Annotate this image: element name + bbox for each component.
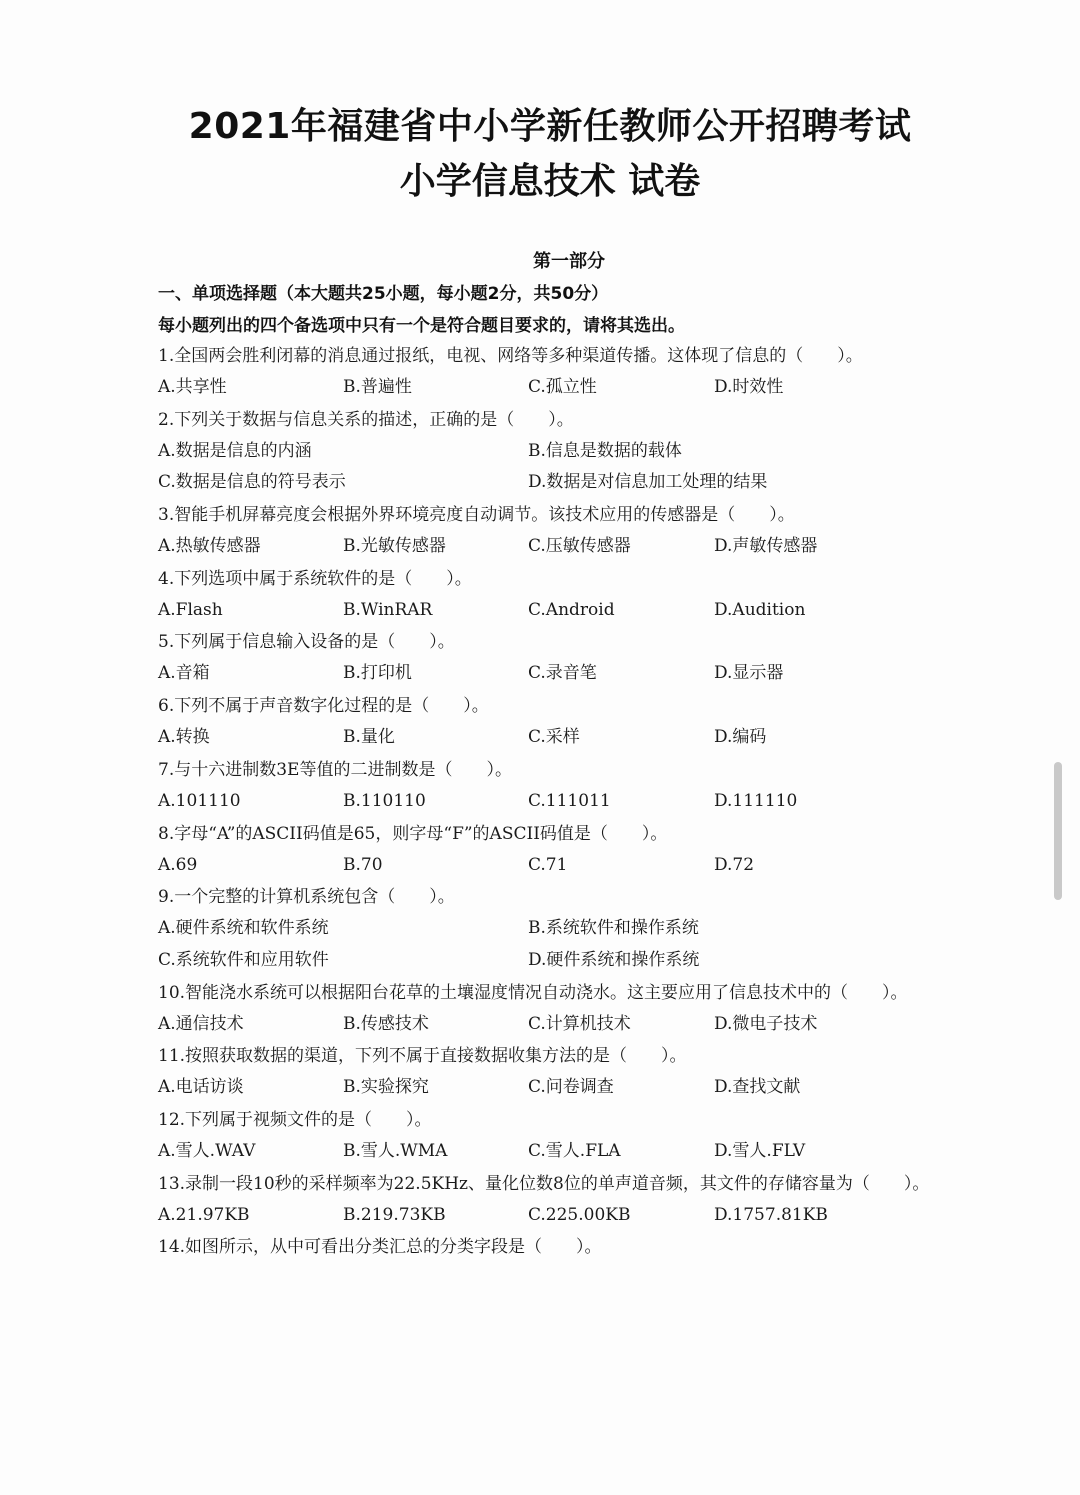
answer-option: A.69 — [158, 854, 198, 875]
question-stem: 1.全国两会胜利闭幕的消息通过报纸，电视、网络等多种渠道传播。这体现了信息的（ ）。 — [158, 346, 863, 366]
option-row — [158, 436, 1018, 468]
question-stem: 6.下列不属于声音数字化过程的是（ ）。 — [158, 696, 489, 717]
answer-option: A.21.97KB — [158, 1204, 250, 1225]
answer-option: A.雪人.WAV — [158, 1140, 256, 1161]
answer-option: B.传感技术 — [343, 1013, 429, 1034]
answer-option: C.111011 — [528, 790, 611, 811]
answer-option: B.雪人.WMA — [343, 1140, 448, 1161]
answer-option: A.电话访谈 — [158, 1077, 244, 1098]
answer-option: C.孤立性 — [528, 377, 597, 397]
answer-option: C.雪人.FLA — [528, 1140, 621, 1161]
answer-option: A.热敏传感器 — [158, 536, 261, 557]
answer-option: B.WinRAR — [343, 599, 433, 620]
answer-option: D.111110 — [714, 790, 798, 811]
answer-option: C.数据是信息的符号表示 — [158, 472, 346, 493]
answer-option: C.225.00KB — [528, 1204, 631, 1225]
answer-option: B.量化 — [343, 727, 395, 748]
answer-option: B.219.73KB — [343, 1204, 446, 1225]
answer-option: A.硬件系统和软件系统 — [158, 918, 329, 939]
option-row — [158, 595, 1018, 627]
answer-option: C.系统软件和应用软件 — [158, 949, 329, 970]
answer-option: D.雪人.FLV — [714, 1140, 806, 1161]
question-list — [158, 340, 1018, 1263]
answer-option: C.计算机技术 — [528, 1013, 631, 1034]
answer-option: B.系统软件和操作系统 — [528, 918, 699, 939]
answer-option: A.共享性 — [158, 377, 227, 397]
answer-option: D.声敏传感器 — [714, 536, 818, 557]
option-row — [158, 658, 1018, 690]
question-stem: 11.按照获取数据的渠道，下列不属于直接数据收集方法的是（ ）。 — [158, 1046, 687, 1067]
answer-option: C.采样 — [528, 727, 580, 748]
answer-option: A.Flash — [158, 599, 223, 620]
option-row — [158, 913, 1018, 945]
answer-option: C.压敏传感器 — [528, 536, 631, 557]
answer-option: D.数据是对信息加工处理的结果 — [528, 472, 768, 493]
answer-option: C.Android — [528, 599, 615, 620]
option-row — [158, 1009, 1018, 1041]
option-row — [158, 1072, 1018, 1104]
answer-option: D.查找文献 — [714, 1077, 801, 1098]
exam-subtitle: 小学信息技术 试卷 — [399, 161, 701, 202]
answer-option: C.71 — [528, 854, 568, 875]
answer-option: A.音箱 — [158, 663, 210, 684]
answer-option: A.数据是信息的内涵 — [158, 440, 312, 461]
option-row — [158, 1136, 1018, 1168]
question-stem: 12.下列属于视频文件的是（ ）。 — [158, 1109, 432, 1130]
answer-option: A.101110 — [158, 790, 241, 811]
answer-option: D.编码 — [714, 727, 767, 748]
answer-option: D.72 — [714, 854, 755, 875]
option-row — [158, 850, 1018, 882]
answer-option: D.硬件系统和操作系统 — [528, 949, 700, 970]
option-row — [158, 467, 1018, 499]
section-instruction: 每小题列出的四个备选项中只有一个是符合题目要求的，请将其选出。 — [158, 316, 685, 336]
question-stem: 8.字母“A”的ASCII码值是65，则字母“F”的ASCII码值是（ ）。 — [158, 823, 668, 844]
section-heading: 一、单项选择题（本大题共25小题，每小题2分，共50分） — [158, 284, 609, 304]
part-heading: 第一部分 — [533, 251, 605, 272]
exam-title: 2021年福建省中小学新任教师公开招聘考试 — [188, 106, 912, 147]
answer-option: A.转换 — [158, 727, 210, 748]
answer-option: D.显示器 — [714, 663, 784, 684]
answer-option: C.录音笔 — [528, 663, 597, 684]
option-row — [158, 945, 1018, 977]
question-stem: 2.下列关于数据与信息关系的描述，正确的是（ ）。 — [158, 409, 574, 430]
question-stem: 4.下列选项中属于系统软件的是（ ）。 — [158, 568, 472, 589]
question-stem: 10.智能浇水系统可以根据阳台花草的土壤湿度情况自动浇水。这主要应用了信息技术中的（ ）。 — [158, 982, 908, 1003]
question-stem: 9.一个完整的计算机系统包含（ ）。 — [158, 887, 455, 908]
answer-option: D.Audition — [714, 599, 806, 620]
option-row — [158, 786, 1018, 818]
option-row — [158, 372, 1018, 404]
answer-option: D.微电子技术 — [714, 1013, 818, 1034]
question-stem: 14.如图所示，从中可看出分类汇总的分类字段是（ ）。 — [158, 1237, 602, 1258]
question-stem: 3.智能手机屏幕亮度会根据外界环境亮度自动调节。该技术应用的传感器是（ ）。 — [158, 505, 795, 526]
question-stem: 5.下列属于信息输入设备的是（ ）。 — [158, 632, 455, 653]
option-row — [158, 531, 1018, 563]
answer-option: B.实验探究 — [343, 1077, 429, 1098]
answer-option: B.110110 — [343, 790, 426, 811]
answer-option: D.时效性 — [714, 377, 784, 397]
option-row — [158, 722, 1018, 754]
answer-option: B.普遍性 — [343, 377, 412, 397]
question-stem: 13.录制一段10秒的采样频率为22.5KHz、量化位数8位的单声道音频，其文件的存储容量为（ ）。 — [158, 1173, 930, 1194]
answer-option: C.问卷调查 — [528, 1077, 614, 1098]
answer-option: B.信息是数据的载体 — [528, 440, 682, 461]
answer-option: D.1757.81KB — [714, 1204, 828, 1225]
scrollbar-thumb[interactable] — [1054, 762, 1062, 900]
question-stem: 7.与十六进制数3E等值的二进制数是（ ）。 — [158, 759, 512, 780]
answer-option: B.光敏传感器 — [343, 536, 446, 557]
answer-option: B.70 — [343, 854, 383, 875]
option-row — [158, 1200, 1018, 1232]
answer-option: B.打印机 — [343, 663, 412, 684]
answer-option: A.通信技术 — [158, 1013, 244, 1034]
